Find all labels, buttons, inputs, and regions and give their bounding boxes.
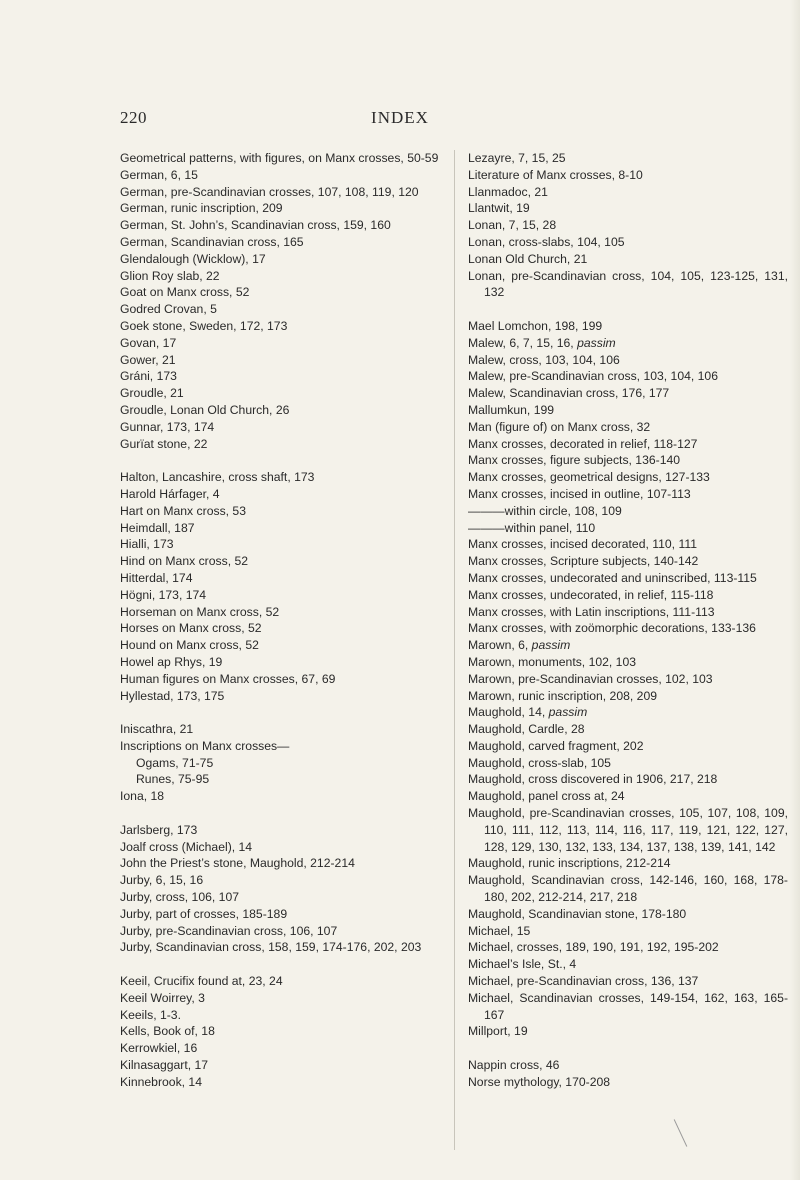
page-header (0, 108, 800, 134)
index-entry: Maughold, carved fragment, 202 (468, 738, 644, 753)
index-entry: Maughold, cross-slab, 105 (468, 755, 611, 770)
section-gap (120, 704, 440, 721)
index-entry: Kerrowkiel, 16 (120, 1041, 198, 1056)
index-entry: Manx crosses, with zoömorphic decorations, 133-136 (468, 621, 756, 636)
index-entry: Inscriptions on Manx crosses— (120, 738, 290, 753)
index-entry: Maughold, runic inscriptions, 212-214 (468, 856, 671, 871)
index-entry: Marown, runic inscription, 208, 209 (468, 688, 658, 703)
index-entry: Lonan Old Church, 21 (468, 251, 588, 266)
index-entry: Manx crosses, decorated in relief, 118-127 (468, 436, 698, 451)
index-entry: German, 6, 15 (120, 167, 198, 182)
index-entry: ———within circle, 108, 109 (468, 503, 622, 518)
index-entry: Llanmadoc, 21 (468, 184, 548, 199)
index-entry: Joalf cross (Michael), 14 (120, 839, 253, 854)
index-entry: Hitterdal, 174 (120, 570, 193, 585)
index-entry: John the Priest’s stone, Maughold, 212-214 (120, 856, 355, 871)
index-entry: Geometrical patterns, with figures, on Manx crosses, 50-59 (120, 151, 439, 165)
index-entry: Norse mythology, 170-208 (468, 1074, 611, 1089)
index-entry: Groudle, 21 (120, 386, 184, 401)
index-entry: Maughold, 14, passim (468, 705, 588, 720)
index-entry: Manx crosses, undecorated and uninscribed, 113-115 (468, 570, 757, 585)
index-entry: Hind on Manx cross, 52 (120, 554, 249, 569)
pencil-mark (674, 1119, 688, 1147)
index-entry: Michael, Scandinavian crosses, 149-154, 162, 163, 165-167 (468, 990, 788, 1022)
index-entry: Malew, Scandinavian cross, 176, 177 (468, 386, 670, 401)
index-entry: Llantwit, 19 (468, 201, 530, 216)
index-entry: Manx crosses, figure subjects, 136-140 (468, 453, 681, 468)
index-entry: Hyllestad, 173, 175 (120, 688, 225, 703)
section-gap (120, 956, 440, 973)
index-entry: Kilnasaggart, 17 (120, 1058, 209, 1073)
index-column-right (468, 150, 788, 1091)
index-entry: Manx crosses, with Latin inscriptions, 111-113 (468, 604, 715, 619)
index-entry: Keeil, Crucifix found at, 23, 24 (120, 974, 283, 989)
index-entry: Maughold, pre-Scandinavian crosses, 105, 107, 108, 109, 110, 111, 112, 113, 114, 116, 117, 119, 121, 122, 127, 128, 129, 130, 132, 133, 134, 137, 138, 139, 141, 142 (468, 806, 788, 854)
index-entry: Harold Hárfager, 4 (120, 486, 220, 501)
index-entry: Glion Roy slab, 22 (120, 268, 220, 283)
index-entry: Ogams, 71-75 (136, 755, 214, 770)
index-entry: Keeil Woirrey, 3 (120, 990, 205, 1005)
index-column-left (120, 150, 440, 1091)
index-entry: Marown, 6, passim (468, 638, 571, 653)
index-entry: Millport, 19 (468, 1024, 528, 1039)
index-entry: Maughold, cross discovered in 1906, 217, 218 (468, 772, 718, 787)
index-entry: Howel ap Rhys, 19 (120, 654, 223, 669)
index-entry: Goat on Manx cross, 52 (120, 285, 250, 300)
index-entry: German, runic inscription, 209 (120, 201, 283, 216)
index-entry: German, Scandinavian cross, 165 (120, 234, 304, 249)
index-entry: Manx crosses, undecorated, in relief, 115-118 (468, 587, 714, 602)
index-entry: Jurby, cross, 106, 107 (120, 890, 239, 905)
index-entry: Hart on Manx cross, 53 (120, 503, 246, 518)
index-entry: Gurïat stone, 22 (120, 436, 208, 451)
index-entry: Jurby, Scandinavian cross, 158, 159, 174-176, 202, 203 (120, 940, 422, 955)
index-entry: Manx crosses, geometrical designs, 127-133 (468, 470, 710, 485)
index-entry: Marown, pre-Scandinavian crosses, 102, 103 (468, 671, 713, 686)
index-entry: Gráni, 173 (120, 369, 177, 384)
index-entry: Heimdall, 187 (120, 520, 195, 535)
index-entry: Lonan, pre-Scandinavian cross, 104, 105, 123-125, 131, 132 (468, 268, 788, 300)
index-entry: Human figures on Manx crosses, 67, 69 (120, 671, 336, 686)
index-entry: Maughold, Cardle, 28 (468, 722, 585, 737)
index-entry: Horseman on Manx cross, 52 (120, 604, 280, 619)
index-entry: Iona, 18 (120, 789, 165, 804)
index-entry: Godred Crovan, 5 (120, 302, 217, 317)
index-entry: Keeils, 1-3. (120, 1007, 181, 1022)
index-entry: Mael Lomchon, 198, 199 (468, 318, 603, 333)
index-entry: Michael, crosses, 189, 190, 191, 192, 195-202 (468, 940, 719, 955)
index-entry: Literature of Manx crosses, 8-10 (468, 167, 643, 182)
index-entry: Halton, Lancashire, cross shaft, 173 (120, 470, 315, 485)
index-entry: ———within panel, 110 (468, 520, 596, 535)
index-entry: Michael’s Isle, St., 4 (468, 957, 577, 972)
index-entry: Goek stone, Sweden, 172, 173 (120, 318, 288, 333)
index-entry: Runes, 75-95 (136, 772, 210, 787)
index-entry: Gower, 21 (120, 352, 176, 367)
index-entry: Malew, 6, 7, 15, 16, passim (468, 335, 616, 350)
index-entry: Groudle, Lonan Old Church, 26 (120, 402, 290, 417)
index-entry: Jurby, 6, 15, 16 (120, 873, 204, 888)
index-entry: Marown, monuments, 102, 103 (468, 654, 637, 669)
index-entry: German, pre-Scandinavian crosses, 107, 108, 119, 120 (120, 184, 419, 199)
column-divider (454, 150, 455, 1150)
page-edge-shadow (790, 0, 800, 1180)
section-gap (468, 301, 788, 318)
index-entry: German, St. John’s, Scandinavian cross, 159, 160 (120, 218, 391, 233)
index-entry: Glendalough (Wicklow), 17 (120, 251, 266, 266)
running-head-title: INDEX (371, 108, 429, 127)
index-entry: Iniscathra, 21 (120, 722, 194, 737)
index-entry: Man (figure of) on Manx cross, 32 (468, 419, 651, 434)
index-entry: Jarlsberg, 173 (120, 822, 198, 837)
index-entry: Malew, cross, 103, 104, 106 (468, 352, 620, 367)
index-entry: Hialli, 173 (120, 537, 174, 552)
index-entry: Nappin cross, 46 (468, 1058, 560, 1073)
index-entry: Malew, pre-Scandinavian cross, 103, 104, 106 (468, 369, 718, 384)
index-entry: Lonan, 7, 15, 28 (468, 218, 557, 233)
index-entry: Gunnar, 173, 174 (120, 419, 215, 434)
index-entry: Maughold, Scandinavian cross, 142-146, 160, 168, 178-180, 202, 212-214, 217, 218 (468, 873, 788, 905)
index-entry: Lezayre, 7, 15, 25 (468, 151, 566, 165)
index-entry: Hound on Manx cross, 52 (120, 638, 259, 653)
index-entry: Jurby, pre-Scandinavian cross, 106, 107 (120, 923, 338, 938)
index-entry: Kinnebrook, 14 (120, 1074, 202, 1089)
index-entry: Manx crosses, Scripture subjects, 140-142 (468, 554, 699, 569)
index-entry: Maughold, panel cross at, 24 (468, 789, 625, 804)
index-entry: Jurby, part of crosses, 185-189 (120, 906, 288, 921)
index-entry: Michael, 15 (468, 923, 531, 938)
index-entry: Horses on Manx cross, 52 (120, 621, 262, 636)
index-entry: Govan, 17 (120, 335, 177, 350)
page-number: 220 (120, 108, 147, 127)
section-gap (468, 1040, 788, 1057)
index-entry: Manx crosses, incised in outline, 107-113 (468, 486, 691, 501)
index-entry: Michael, pre-Scandinavian cross, 136, 137 (468, 974, 699, 989)
index-entry: Lonan, cross-slabs, 104, 105 (468, 234, 625, 249)
index-entry: Manx crosses, incised decorated, 110, 111 (468, 537, 697, 552)
section-gap (120, 452, 440, 469)
index-entry: Maughold, Scandinavian stone, 178-180 (468, 906, 687, 921)
index-entry: Mallumkun, 199 (468, 402, 555, 417)
section-gap (120, 805, 440, 822)
index-entry: Högni, 173, 174 (120, 587, 207, 602)
index-entry: Kells, Book of, 18 (120, 1024, 215, 1039)
